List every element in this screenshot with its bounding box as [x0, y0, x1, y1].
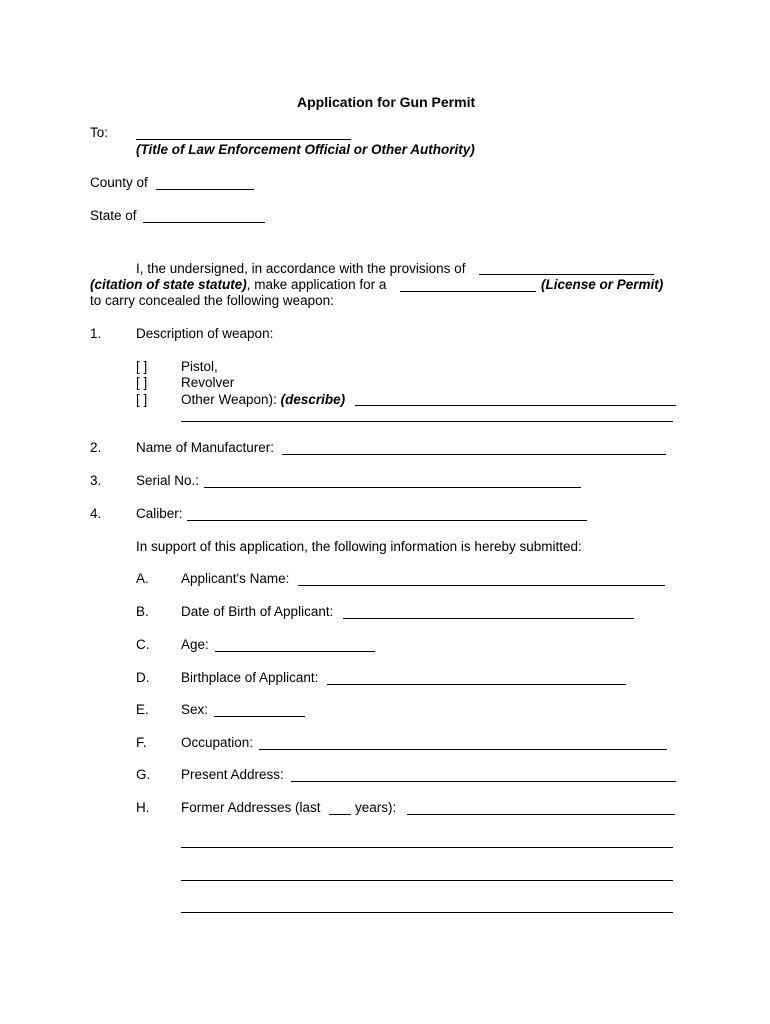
revolver-checkbox[interactable]: [ ] [136, 375, 148, 390]
describe-caption: (describe) [280, 392, 346, 407]
to-authority-field[interactable] [136, 139, 351, 140]
make-application-text: , make application for a [246, 277, 387, 292]
applicant-e-letter: E. [136, 702, 149, 717]
authority-caption: (Title of Law Enforcement Official or Other Authority) [136, 142, 475, 157]
former-addresses-field-line-2[interactable] [181, 847, 673, 848]
intro-line-1: I, the undersigned, in accordance with the provisions of [136, 261, 466, 276]
applicant-name-label: Applicant's Name: [181, 571, 290, 586]
other-weapon-checkbox[interactable]: [ ] [136, 392, 148, 407]
item-4-label: Caliber: [136, 506, 183, 521]
former-addresses-label-post: years): [355, 800, 397, 815]
caliber-field[interactable] [187, 520, 587, 521]
age-field[interactable] [215, 651, 375, 652]
state-label: State of [90, 208, 137, 223]
statute-field[interactable] [479, 274, 654, 275]
citation-caption: (citation of state statute) [90, 277, 247, 292]
sex-field[interactable] [214, 716, 305, 717]
other-weapon-field-line-2[interactable] [181, 421, 673, 422]
former-addresses-field-line-3[interactable] [181, 880, 673, 881]
item-4-number: 4. [90, 506, 102, 521]
former-addresses-label-pre: Former Addresses (last [181, 800, 321, 815]
item-2-label: Name of Manufacturer: [136, 440, 275, 455]
former-addresses-field-line-4[interactable] [181, 912, 673, 913]
present-address-field[interactable] [291, 781, 676, 782]
occupation-label: Occupation: [181, 735, 254, 750]
applicant-d-letter: D. [136, 670, 150, 685]
former-addresses-field[interactable] [407, 814, 675, 815]
years-field[interactable] [329, 814, 351, 815]
applicant-g-letter: G. [136, 767, 151, 782]
county-field[interactable] [156, 189, 254, 190]
to-label: To: [90, 125, 109, 140]
date-of-birth-field[interactable] [343, 618, 634, 619]
item-3-label: Serial No.: [136, 473, 200, 488]
item-1-label: Description of weapon: [136, 326, 274, 341]
intro-line-3: to carry concealed the following weapon: [90, 293, 334, 308]
applicant-a-letter: A. [136, 571, 149, 586]
applicant-h-letter: H. [136, 800, 150, 815]
applicant-c-letter: C. [136, 637, 150, 652]
birthplace-label: Birthplace of Applicant: [181, 670, 319, 685]
other-weapon-field[interactable] [355, 405, 676, 406]
sex-label: Sex: [181, 702, 209, 717]
applicant-f-letter: F. [136, 735, 147, 750]
state-field[interactable] [143, 222, 265, 223]
item-3-number: 3. [90, 473, 102, 488]
other-weapon-label [181, 392, 345, 408]
manufacturer-field[interactable] [282, 454, 666, 455]
applicant-name-field[interactable] [298, 585, 665, 586]
birthplace-field[interactable] [327, 684, 626, 685]
present-address-label: Present Address: [181, 767, 284, 782]
pistol-label: Pistol, [181, 359, 218, 374]
revolver-label: Revolver [181, 375, 235, 390]
date-of-birth-label: Date of Birth of Applicant: [181, 604, 334, 619]
intro-line-2 [90, 277, 386, 293]
license-type-field[interactable] [400, 291, 536, 292]
age-label: Age: [181, 637, 209, 652]
form-title: Application for Gun Permit [297, 94, 476, 110]
license-or-permit-caption: (License or Permit) [541, 277, 664, 292]
support-text: In support of this application, the following information is hereby submitted: [136, 539, 582, 554]
item-1-number: 1. [90, 326, 102, 341]
pistol-checkbox[interactable]: [ ] [136, 359, 148, 374]
occupation-field[interactable] [259, 749, 667, 750]
applicant-b-letter: B. [136, 604, 149, 619]
serial-number-field[interactable] [204, 487, 581, 488]
other-weapon-text: Other Weapon): [181, 392, 277, 407]
county-label: County of [90, 175, 148, 190]
item-2-number: 2. [90, 440, 102, 455]
